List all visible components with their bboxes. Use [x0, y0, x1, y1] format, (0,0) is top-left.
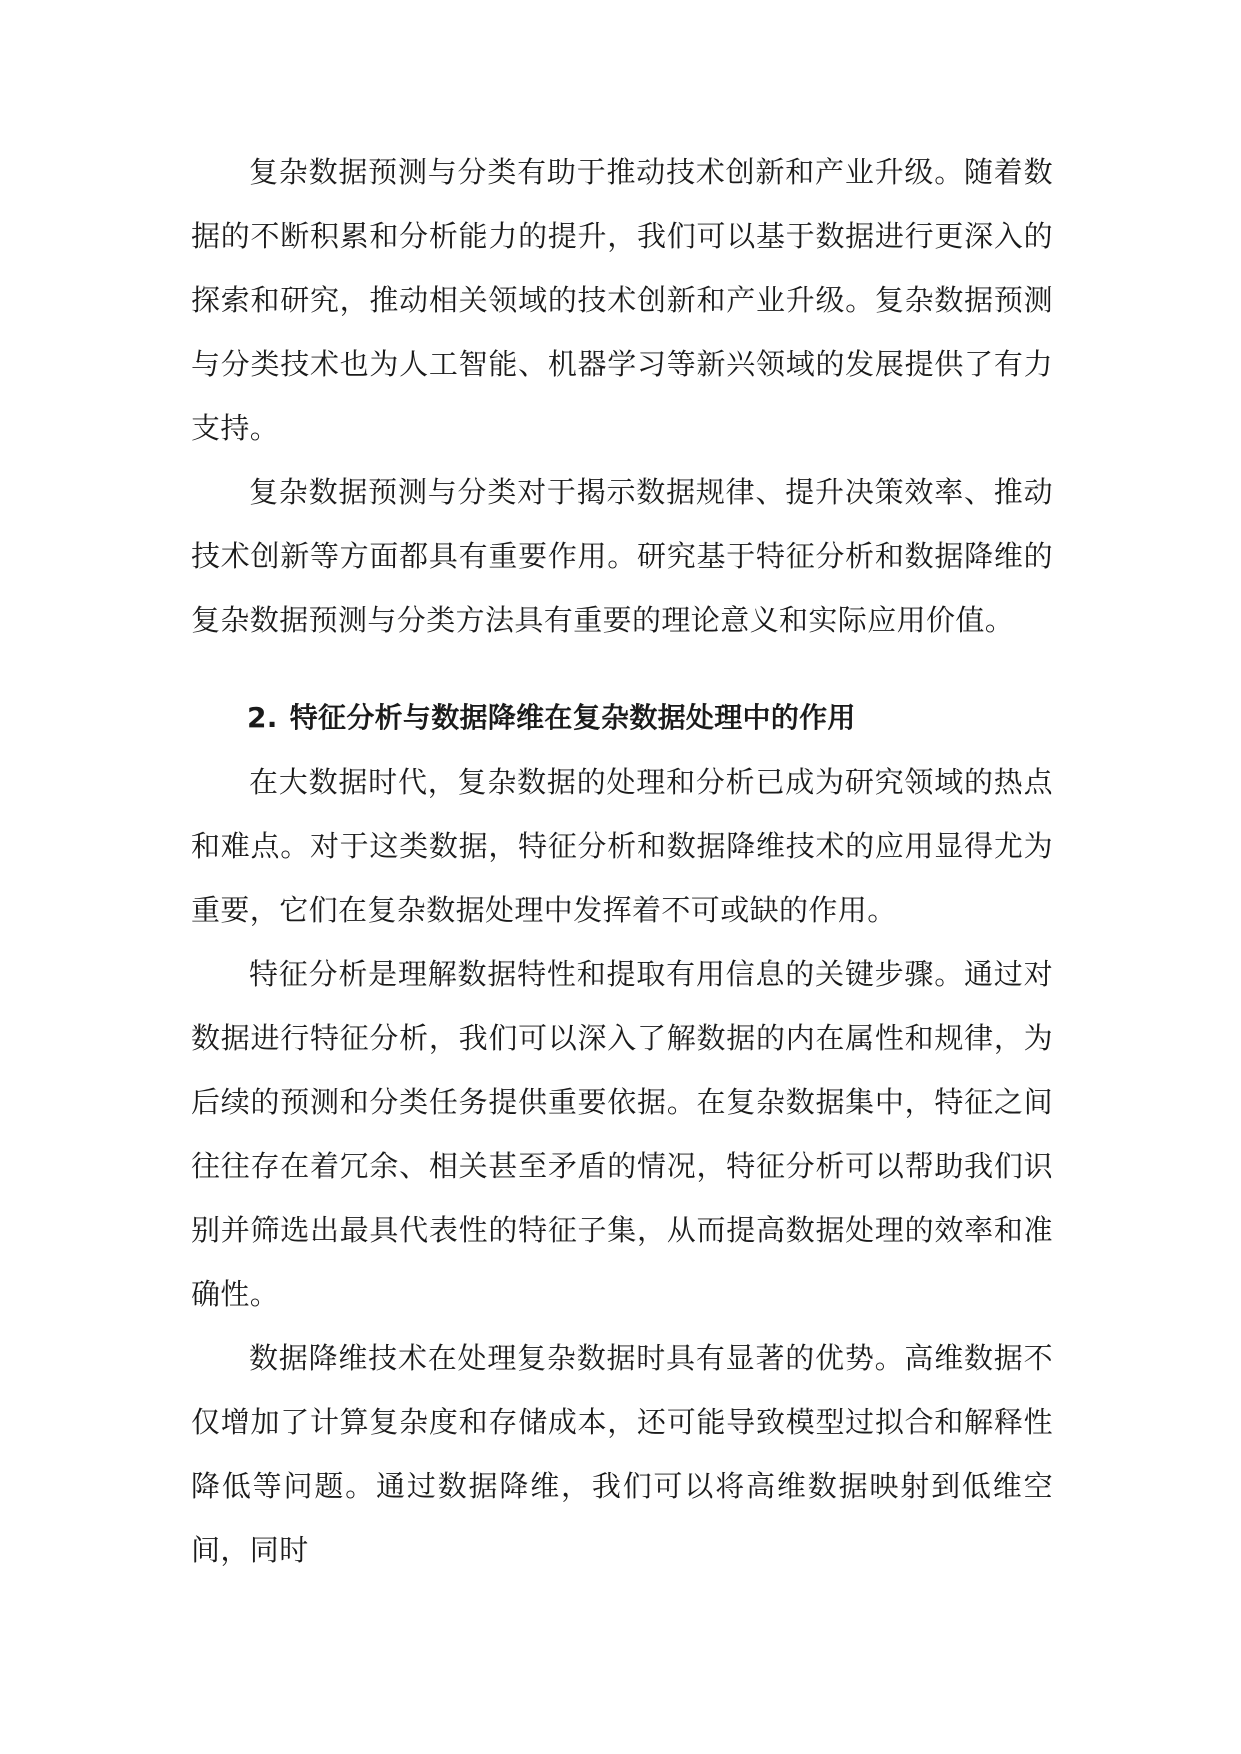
section-heading [191, 690, 1053, 746]
section-number: 2. [247, 701, 278, 734]
body-paragraph: 复杂数据预测与分类对于揭示数据规律、提升决策效率、推动技术创新等方面都具有重要作用。研究基于特征分析和数据降维的复杂数据预测与分类方法具有重要的理论意义和实际应用价值。 [191, 475, 1053, 637]
body-paragraph: 特征分析是理解数据特性和提取有用信息的关键步骤。通过对数据进行特征分析，我们可以深入了解数据的内在属性和规律，为后续的预测和分类任务提供重要依据。在复杂数据集中，特征之间往往存在着冗余、相关甚至矛盾的情况，特征分析可以帮助我们识别并筛选出最具代表性的特征子集，从而提高数据处理的效率和准确性。 [191, 957, 1053, 1311]
body-paragraph: 数据降维技术在处理复杂数据时具有显著的优势。高维数据不仅增加了计算复杂度和存储成本，还可能导致模型过拟合和解释性降低等问题。通过数据降维，我们可以将高维数据映射到低维空间，同时 [191, 1341, 1053, 1567]
body-paragraph: 复杂数据预测与分类有助于推动技术创新和产业升级。随着数据的不断积累和分析能力的提升，我们可以基于数据进行更深入的探索和研究，推动相关领域的技术创新和产业升级。复杂数据预测与分类技术也为人工智能、机器学习等新兴领域的发展提供了有力支持。 [191, 155, 1053, 445]
body-paragraph: 在大数据时代，复杂数据的处理和分析已成为研究领域的热点和难点。对于这类数据，特征分析和数据降维技术的应用显得尤为重要，它们在复杂数据处理中发挥着不可或缺的作用。 [191, 765, 1053, 927]
document-body [191, 140, 1053, 1582]
section-title: 特征分析与数据降维在复杂数据处理中的作用 [289, 701, 856, 734]
